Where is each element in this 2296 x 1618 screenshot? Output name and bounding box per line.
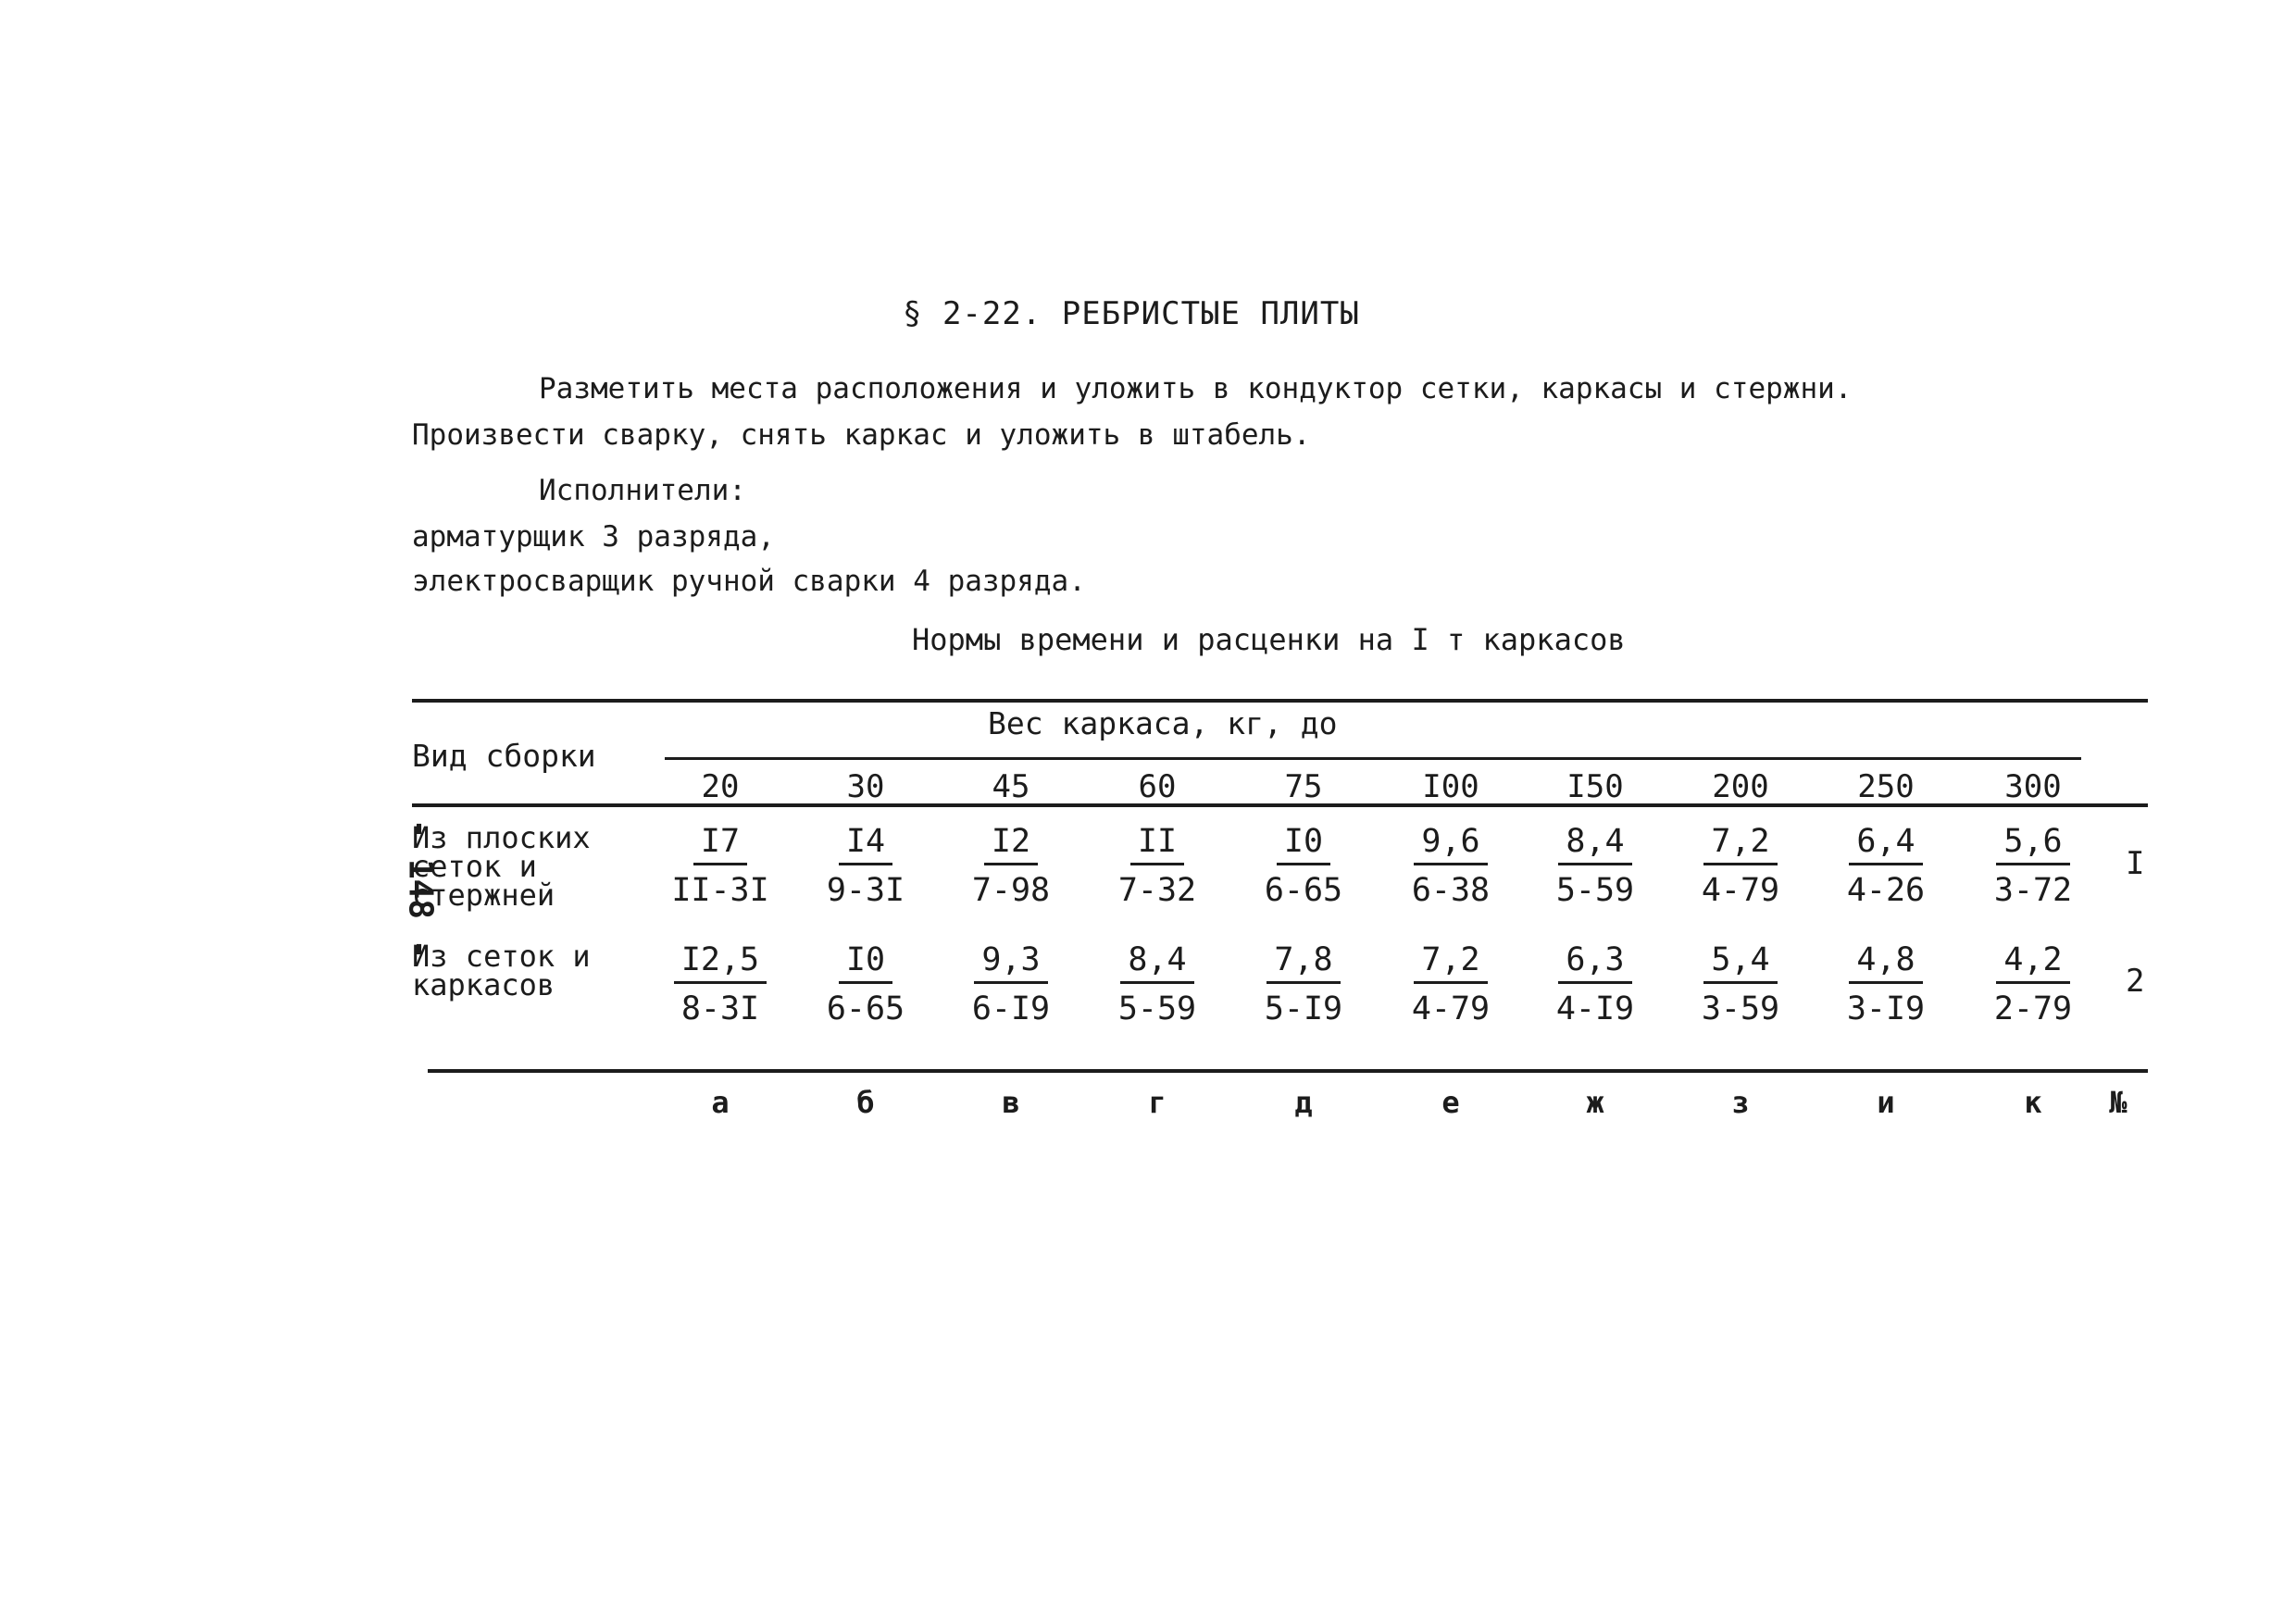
time-norm: I2 bbox=[984, 826, 1038, 865]
time-norm: 5,6 bbox=[1996, 826, 2069, 865]
table-cell bbox=[1685, 823, 1796, 909]
rate-value: 3-59 bbox=[1701, 990, 1780, 1027]
table-cell bbox=[1540, 941, 1651, 1027]
rate-value: 4-26 bbox=[1846, 872, 1926, 909]
rate-value: 5-59 bbox=[1117, 990, 1197, 1027]
column-letter: г bbox=[1148, 1085, 1167, 1120]
column-letter: к bbox=[2024, 1085, 2042, 1120]
table-cell bbox=[810, 941, 921, 1027]
time-norm: I2,5 bbox=[674, 944, 767, 984]
column-letter: ж bbox=[1586, 1085, 1604, 1120]
column-header: I50 bbox=[1566, 768, 1624, 805]
time-norm: I0 bbox=[839, 944, 892, 984]
table-cell bbox=[1248, 941, 1359, 1027]
instruction-line-2: Произвести сварку, снять каркас и уложить в штабель. bbox=[412, 418, 1311, 452]
column-letter: з bbox=[1731, 1085, 1750, 1120]
time-norm: 8,4 bbox=[1558, 826, 1631, 865]
column-header: 200 bbox=[1712, 768, 1769, 805]
time-norm: 9,6 bbox=[1414, 826, 1487, 865]
rate-value: 6-65 bbox=[826, 990, 905, 1027]
column-header: 60 bbox=[1138, 768, 1177, 805]
time-norm: 6,3 bbox=[1558, 944, 1631, 984]
time-norm: 7,8 bbox=[1267, 944, 1340, 984]
column-letter: и bbox=[1877, 1085, 1895, 1120]
table-cell bbox=[665, 823, 776, 909]
rate-value: 7-32 bbox=[1117, 872, 1197, 909]
column-header: 300 bbox=[2004, 768, 2062, 805]
column-header: 75 bbox=[1284, 768, 1323, 805]
table-cell bbox=[1395, 941, 1506, 1027]
column-letter: е bbox=[1441, 1085, 1460, 1120]
rate-value: 6-65 bbox=[1264, 872, 1343, 909]
rate-value: 6-38 bbox=[1411, 872, 1491, 909]
row-header: Вид сборки bbox=[412, 738, 596, 774]
time-norm: 9,3 bbox=[974, 944, 1047, 984]
rate-value: II-3I bbox=[671, 872, 769, 909]
row-label: Из плоских сеток и стержней bbox=[412, 820, 591, 913]
column-header: 30 bbox=[846, 768, 885, 805]
column-header: 45 bbox=[992, 768, 1030, 805]
worker-item: арматурщик 3 разряда, bbox=[412, 520, 775, 554]
table-cell bbox=[1830, 823, 1941, 909]
time-norm: 5,4 bbox=[1703, 944, 1777, 984]
table-cell bbox=[1978, 823, 2089, 909]
row-number: 2 bbox=[2126, 963, 2145, 1000]
time-norm: II bbox=[1130, 826, 1184, 865]
time-norm: I7 bbox=[693, 826, 747, 865]
time-norm: 7,2 bbox=[1414, 944, 1487, 984]
table-top-rule bbox=[412, 699, 2148, 703]
time-norm: I4 bbox=[839, 826, 892, 865]
column-letter: д bbox=[1294, 1085, 1313, 1120]
table-cell bbox=[1978, 941, 2089, 1027]
time-norm: 4,2 bbox=[1996, 944, 2069, 984]
time-norm: 4,8 bbox=[1849, 944, 1922, 984]
table-cell bbox=[955, 823, 1067, 909]
row-number: I bbox=[2126, 845, 2145, 882]
time-norm: 7,2 bbox=[1703, 826, 1777, 865]
column-letter: в bbox=[1002, 1085, 1020, 1120]
rate-value: 4-79 bbox=[1411, 990, 1491, 1027]
time-norm: 8,4 bbox=[1120, 944, 1193, 984]
column-header: I00 bbox=[1422, 768, 1479, 805]
table-caption: Нормы времени и расценки на I т каркасов bbox=[912, 622, 1626, 657]
table-cell bbox=[1830, 941, 1941, 1027]
rate-value: 3-I9 bbox=[1846, 990, 1926, 1027]
table-cell bbox=[1248, 823, 1359, 909]
table-cell bbox=[665, 941, 776, 1027]
page-number: - 148 - bbox=[401, 818, 440, 960]
rate-value: 5-59 bbox=[1555, 872, 1635, 909]
rate-value: 5-I9 bbox=[1264, 990, 1343, 1027]
rate-value: 7-98 bbox=[971, 872, 1051, 909]
time-norm: I0 bbox=[1277, 826, 1330, 865]
table-cell bbox=[955, 941, 1067, 1027]
time-norm: 6,4 bbox=[1849, 826, 1922, 865]
number-sign: № bbox=[2109, 1085, 2128, 1120]
section-title: § 2-22. РЕБРИСТЫЕ ПЛИТЫ bbox=[903, 295, 1360, 332]
table-cell bbox=[1685, 941, 1796, 1027]
table-cell bbox=[1102, 823, 1213, 909]
rate-value: 9-3I bbox=[826, 872, 905, 909]
table-bottom-rule bbox=[428, 1069, 2148, 1073]
table-cell bbox=[1540, 823, 1651, 909]
table-cell bbox=[1395, 823, 1506, 909]
column-letter: б bbox=[856, 1085, 875, 1120]
column-header: 250 bbox=[1857, 768, 1915, 805]
workers-heading: Исполнители: bbox=[539, 474, 746, 507]
column-letter: а bbox=[711, 1085, 730, 1120]
worker-item: электросварщик ручной сварки 4 разряда. bbox=[412, 565, 1086, 598]
rate-value: 4-79 bbox=[1701, 872, 1780, 909]
instruction-line-1: Разметить места расположения и уложить в кондуктор сетки, каркасы и стержни. bbox=[539, 372, 1853, 405]
column-header: 20 bbox=[701, 768, 740, 805]
rate-value: 2-79 bbox=[1993, 990, 2073, 1027]
rate-value: 8-3I bbox=[680, 990, 760, 1027]
table-cell bbox=[1102, 941, 1213, 1027]
rate-value: 6-I9 bbox=[971, 990, 1051, 1027]
row-label: Из сеток и каркасов bbox=[412, 939, 591, 1002]
group-header: Вес каркаса, кг, до bbox=[988, 705, 1338, 741]
table-cell bbox=[810, 823, 921, 909]
group-header-rule bbox=[665, 757, 2081, 760]
rate-value: 4-I9 bbox=[1555, 990, 1635, 1027]
rate-value: 3-72 bbox=[1993, 872, 2073, 909]
